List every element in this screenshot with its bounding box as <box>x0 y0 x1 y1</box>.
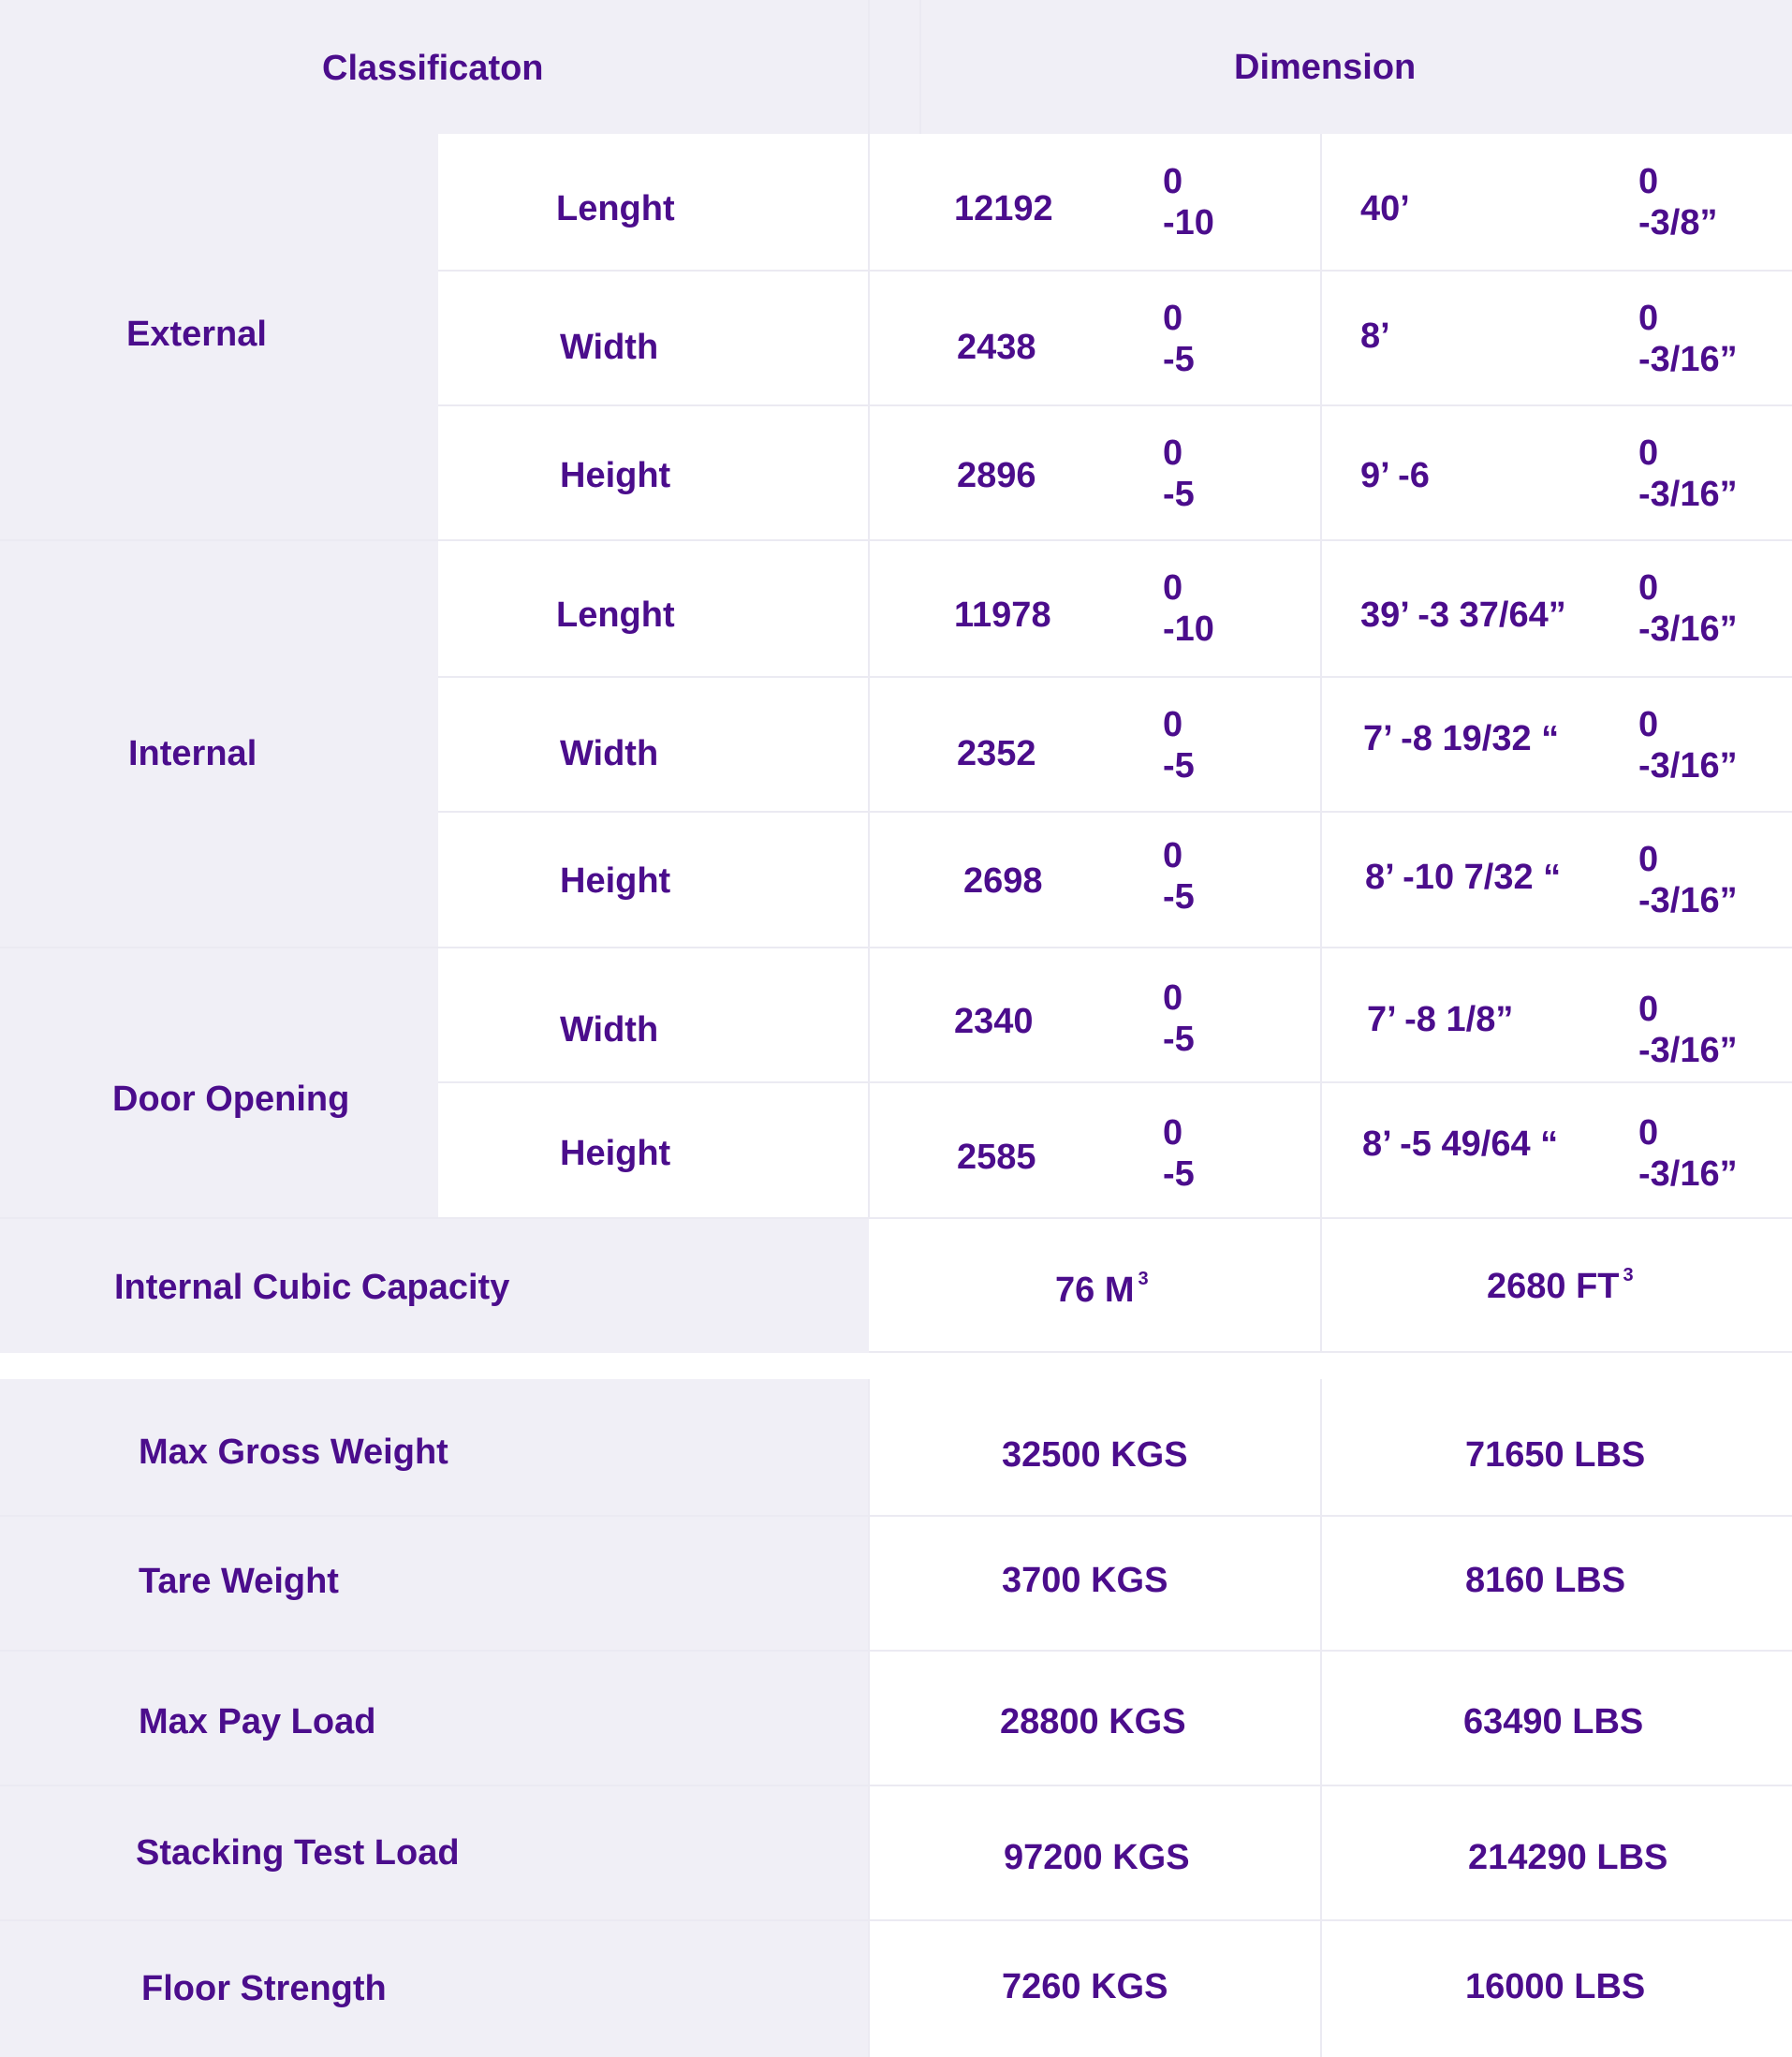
imp-tol-bottom: -3/16” <box>1638 1154 1738 1194</box>
mm-value: 2438 <box>957 328 1036 367</box>
group-internal-label: Internal <box>128 734 257 773</box>
mm-tol-top: 0 <box>1163 433 1183 473</box>
imp-tol-bottom: -3/8” <box>1638 203 1718 242</box>
header-divider-inner <box>919 0 921 134</box>
imp-tol-bottom: -3/16” <box>1638 746 1738 786</box>
column-divider <box>1320 134 1322 1217</box>
mm-tol-top: 0 <box>1163 1113 1183 1153</box>
group-door-opening-label: Door Opening <box>112 1080 350 1119</box>
row-label: Width <box>560 734 659 773</box>
mm-tol-bottom: -5 <box>1163 475 1195 514</box>
capacity-imperial-value: 2680 FT <box>1487 1267 1620 1306</box>
mm-value: 2352 <box>957 734 1036 773</box>
row-divider <box>438 404 1792 406</box>
imperial-value: 40’ <box>1360 189 1410 228</box>
mm-tol-bottom: -5 <box>1163 877 1195 917</box>
capacity-metric <box>1055 1270 1149 1308</box>
row-divider <box>0 1919 1792 1921</box>
weight-imperial: 16000 LBS <box>1465 1967 1646 2006</box>
column-divider <box>1320 1379 1322 2057</box>
mm-value: 2585 <box>957 1138 1036 1177</box>
imperial-value: 39’ -3 37/64” <box>1360 595 1566 635</box>
imp-tol-bottom: -3/16” <box>1638 340 1738 379</box>
weight-metric: 7260 KGS <box>1002 1967 1168 2006</box>
row-divider <box>438 539 1792 541</box>
row-label: Height <box>560 1134 671 1173</box>
imperial-value: 7’ -8 1/8” <box>1367 1000 1514 1039</box>
imperial-value: 7’ -8 19/32 “ <box>1363 719 1560 758</box>
weight-label: Stacking Test Load <box>136 1833 460 1873</box>
imp-tol-top: 0 <box>1638 990 1659 1029</box>
mm-tol-top: 0 <box>1163 705 1183 744</box>
header-dimension: Dimension <box>1234 48 1417 87</box>
row-label: Height <box>560 861 671 901</box>
imp-tol-top: 0 <box>1638 299 1659 338</box>
mm-tol-bottom: -10 <box>1163 203 1214 242</box>
capacity-metric-unit-exponent: 3 <box>1138 1269 1149 1289</box>
row-divider <box>438 947 1792 948</box>
imp-tol-top: 0 <box>1638 705 1659 744</box>
mm-tol-bottom: -5 <box>1163 746 1195 786</box>
imp-tol-top: 0 <box>1638 162 1659 201</box>
imp-tol-top: 0 <box>1638 840 1659 879</box>
row-divider <box>438 676 1792 678</box>
imp-tol-bottom: -3/16” <box>1638 475 1738 514</box>
column-divider <box>868 1379 870 2057</box>
row-divider <box>0 1217 1792 1219</box>
header-classification: Classificaton <box>322 49 544 88</box>
row-divider <box>438 1081 1792 1083</box>
row-label: Height <box>560 456 671 495</box>
column-divider <box>1320 1217 1322 1353</box>
column-divider <box>868 134 870 1217</box>
row-divider <box>0 1515 1792 1517</box>
mm-tol-bottom: -5 <box>1163 1154 1195 1194</box>
imp-tol-bottom: -3/16” <box>1638 1031 1738 1070</box>
capacity-label: Internal Cubic Capacity <box>114 1268 510 1307</box>
mm-tol-bottom: -5 <box>1163 1020 1195 1059</box>
imp-tol-bottom: -3/16” <box>1638 610 1738 649</box>
row-divider <box>438 811 1792 813</box>
capacity-metric-value: 76 M <box>1055 1271 1135 1310</box>
mm-value: 11978 <box>954 595 1051 635</box>
imperial-value: 8’ <box>1360 316 1390 356</box>
imperial-value: 8’ -10 7/32 “ <box>1365 858 1562 897</box>
mm-value: 2340 <box>954 1002 1034 1041</box>
row-divider <box>869 1351 1792 1353</box>
mm-value: 2896 <box>957 456 1036 495</box>
group-column <box>0 134 438 1217</box>
row-label: Width <box>560 328 659 367</box>
mm-tol-top: 0 <box>1163 568 1183 608</box>
weight-imperial: 8160 LBS <box>1465 1561 1626 1600</box>
row-label: Lenght <box>556 189 675 228</box>
imperial-value: 9’ -6 <box>1360 456 1430 495</box>
weight-metric: 32500 KGS <box>1002 1435 1188 1475</box>
group-divider <box>0 539 438 541</box>
imp-tol-top: 0 <box>1638 1113 1659 1153</box>
row-label: Width <box>560 1010 659 1050</box>
imp-tol-top: 0 <box>1638 568 1659 608</box>
weight-label: Floor Strength <box>141 1969 387 2008</box>
mm-value: 12192 <box>954 189 1053 228</box>
weight-imperial: 214290 LBS <box>1468 1838 1668 1877</box>
weight-metric: 3700 KGS <box>1002 1561 1168 1600</box>
mm-tol-bottom: -10 <box>1163 610 1214 649</box>
imp-tol-bottom: -3/16” <box>1638 881 1738 920</box>
row-label: Lenght <box>556 595 675 635</box>
header-divider <box>868 0 870 134</box>
weight-label: Max Gross Weight <box>139 1433 448 1472</box>
mm-tol-top: 0 <box>1163 299 1183 338</box>
mm-value: 2698 <box>963 861 1043 901</box>
imperial-value: 8’ -5 49/64 “ <box>1362 1124 1559 1164</box>
mm-tol-top: 0 <box>1163 836 1183 875</box>
imp-tol-top: 0 <box>1638 433 1659 473</box>
row-divider <box>0 1650 1792 1652</box>
mm-tol-top: 0 <box>1163 162 1183 201</box>
capacity-imperial <box>1487 1266 1634 1304</box>
row-divider <box>438 270 1792 272</box>
mm-tol-top: 0 <box>1163 978 1183 1018</box>
weight-imperial: 63490 LBS <box>1463 1702 1644 1741</box>
mm-tol-bottom: -5 <box>1163 340 1195 379</box>
weight-label: Max Pay Load <box>139 1702 376 1741</box>
group-external-label: External <box>126 315 267 354</box>
weight-metric: 28800 KGS <box>1000 1702 1186 1741</box>
header-row <box>0 0 1792 134</box>
weight-label: Tare Weight <box>139 1562 339 1601</box>
weight-metric: 97200 KGS <box>1004 1838 1190 1877</box>
group-divider <box>0 947 438 948</box>
row-divider <box>0 1785 1792 1786</box>
weight-imperial: 71650 LBS <box>1465 1435 1646 1475</box>
capacity-imperial-unit-exponent: 3 <box>1623 1265 1634 1286</box>
weights-label-column <box>0 1379 869 2057</box>
